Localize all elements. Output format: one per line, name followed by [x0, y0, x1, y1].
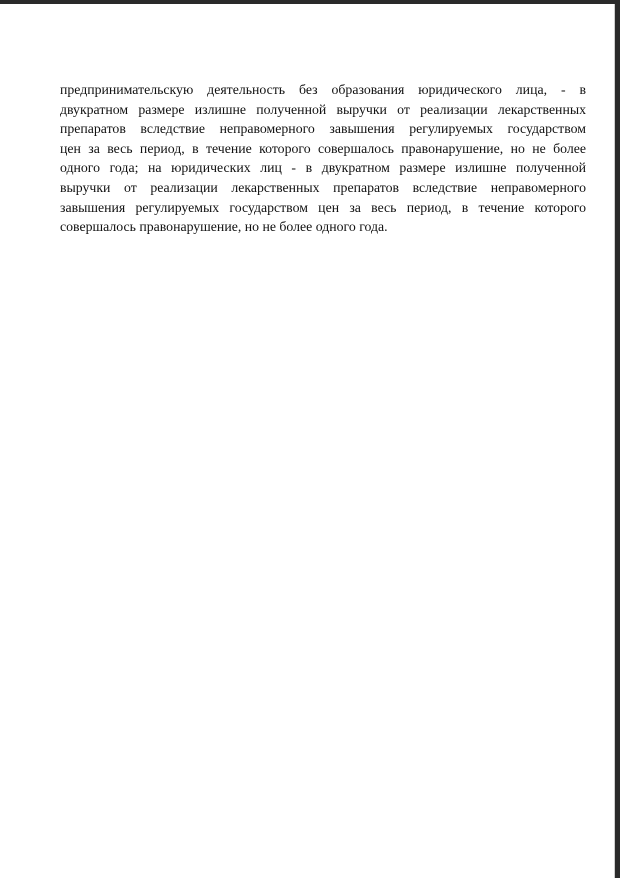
paragraph-line: одного года; на юридических лиц - в двукратном размере излишне полученной [60, 160, 586, 176]
paragraph-line: препаратов вследствие неправомерного завышения регулируемых государством [60, 121, 586, 137]
paragraph-line: выручки от реализации лекарственных препаратов вследствие неправомерного [60, 179, 586, 195]
body-paragraph [60, 80, 586, 237]
paragraph-line: совершалось правонарушение, но не более одного года. [60, 219, 388, 235]
paragraph-line: предпринимательскую деятельность без образования юридического лица, - в [60, 82, 586, 97]
paragraph-line: двукратном размере излишне полученной выручки от реализации лекарственных [60, 101, 586, 117]
document-page [0, 4, 615, 878]
paragraph-line: цен за весь период, в течение которого совершалось правонарушение, но не более [60, 140, 586, 156]
paragraph-line: завышения регулируемых государством цен за весь период, в течение которого [60, 199, 586, 215]
